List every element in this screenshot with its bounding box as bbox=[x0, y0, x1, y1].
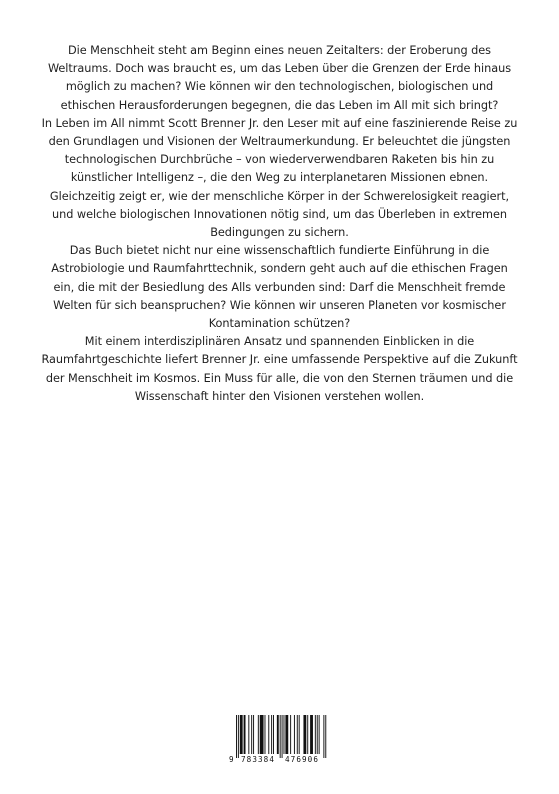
barcode-left-digits: 783384 bbox=[241, 755, 276, 764]
blurb-paragraph-4: Mit einem interdisziplinären Ansatz und spannenden Einblicken in die Raumfahrtgeschichte liefert Brenner Jr. eine umfassende Perspektive auf die Zukunft der Menschheit im Kosmos. Ein Muss für alle, die von den Sternen träumen und die Wissenschaft hinter den Visionen verstehen wollen. bbox=[41, 335, 518, 403]
barcode-guard-bar bbox=[236, 715, 237, 758]
barcode-bar bbox=[297, 715, 298, 754]
blurb-paragraph-3: Das Buch bietet nicht nur eine wissenschaftlich fundierte Einführung in die Astrobiologie und Raumfahrttechnik, sondern geht auch auf die ethischen Fragen ein, die mit der Besiedlung des Alls verbunden sind: Darf die Menschheit fremde Welten für sich beanspruchen? Wie können wir unseren Planeten vor kosmischer Kontamination schützen? bbox=[51, 244, 508, 331]
barcode-guard-bar bbox=[282, 715, 283, 758]
barcode-bar bbox=[244, 715, 246, 754]
barcode-bar bbox=[303, 715, 306, 754]
barcode-bar bbox=[253, 715, 254, 754]
barcode-bar bbox=[285, 715, 288, 754]
barcode-bar bbox=[273, 715, 274, 754]
barcode-bar bbox=[265, 715, 266, 754]
blurb-paragraph-2: In Leben im All nimmt Scott Brenner Jr. den Leser mit auf eine faszinierende Reise zu den Grundlagen und Visionen der Weltraumerkundung. Er beleuchtet die jüngsten technologischen Durchbrüche – von wiederverwendbaren Raketen bis hin zu künstlicher Intelligenz –, die den Weg zu interplanetaren Missionen ebnen. Gleichzeitig zeigt er, wie der menschliche Körper in der Schwerelosigkeit reagiert, und welche biologischen Innovationen nötig sind, um das Überleben in extremen Bedingungen zu sichern. bbox=[41, 116, 518, 240]
barcode-bar bbox=[268, 715, 269, 754]
barcode-bar bbox=[299, 715, 300, 754]
isbn-barcode bbox=[228, 713, 331, 768]
barcode-right-digits: 476906 bbox=[285, 755, 320, 764]
barcode-bar bbox=[294, 715, 295, 754]
barcode-bar bbox=[284, 715, 285, 754]
barcode-bar bbox=[317, 715, 318, 754]
back-cover-blurb bbox=[40, 42, 519, 406]
barcode-bar bbox=[240, 715, 243, 754]
barcode-guard-bar bbox=[323, 715, 324, 758]
barcode-guard-bar bbox=[280, 715, 281, 758]
blurb-paragraph-1: Die Menschheit steht am Beginn eines neuen Zeitalters: der Eroberung des Weltraums. Doch was braucht es, um das Leben über die Grenzen der Erde hinaus möglich zu machen? Wie können wir den technologischen, biologischen und ethischen Herausforderungen begegnen, die das Leben im All mit sich bringt? bbox=[47, 44, 512, 112]
barcode-bar bbox=[307, 715, 308, 754]
barcode-bar bbox=[277, 715, 279, 754]
barcode-bar bbox=[248, 715, 249, 754]
barcode-lead-digit: 9 bbox=[229, 755, 235, 764]
barcode-guard-bar bbox=[325, 715, 326, 758]
barcode-bar bbox=[258, 715, 259, 754]
barcode-bar bbox=[271, 715, 272, 754]
barcode-bar bbox=[251, 715, 252, 754]
barcode-bar bbox=[315, 715, 316, 754]
barcode-bar bbox=[290, 715, 291, 754]
barcode-bar bbox=[319, 715, 320, 754]
barcode-bar bbox=[310, 715, 313, 754]
barcode-guard-bar bbox=[238, 715, 239, 758]
barcode-bar bbox=[260, 715, 264, 754]
